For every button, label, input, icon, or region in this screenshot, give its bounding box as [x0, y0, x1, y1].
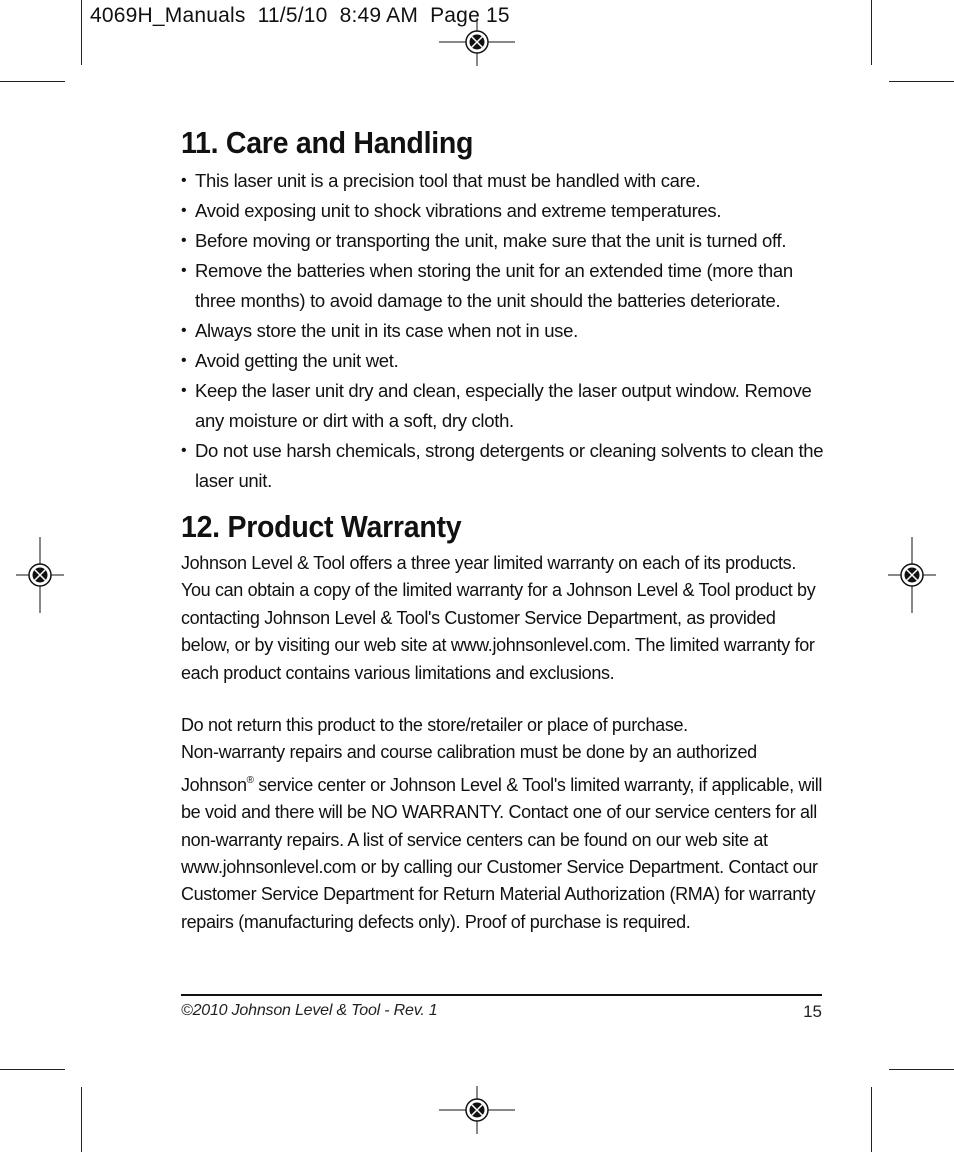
- page-number: 15: [803, 1002, 822, 1021]
- print-slug: 4069H_Manuals 11/5/10 8:49 AM Page 15: [90, 4, 510, 27]
- return-policy-text-a: Non-warranty repairs and course calibration must be done by an authorized Johnson: [181, 742, 757, 795]
- registration-mark-left-icon: [2, 537, 78, 613]
- bullet-icon: •: [181, 322, 187, 339]
- bullet-text: Keep the laser unit dry and clean, especially the laser output window. Remove any moisture or dirt with a soft, dry cloth.: [195, 380, 812, 431]
- list-item: [181, 436, 826, 496]
- warranty-paragraph: Johnson Level & Tool offers a three year limited warranty on each of its products. You can obtain a copy of the limited warranty for a Johnson Level & Tool product by contacting Johnson Level & Tool's Customer Service Department, as provided below, or by visiting our web site at www.johnsonlevel.com. The limited warranty for each product contains various limitations and exclusions.: [181, 553, 816, 683]
- bullet-icon: •: [181, 202, 187, 219]
- crop-mark-top-right-vertical: [871, 0, 872, 65]
- bullet-text: Before moving or transporting the unit, make sure that the unit is turned off.: [195, 230, 787, 251]
- crop-mark-bottom-left-vertical: [81, 1087, 82, 1152]
- crop-mark-bottom-right-vertical: [871, 1087, 872, 1152]
- footer-divider: [181, 994, 822, 996]
- product-warranty-heading: 12. Product Warranty: [181, 509, 462, 544]
- bullet-icon: •: [181, 262, 187, 279]
- registration-mark-right-icon: [874, 537, 950, 613]
- bullet-text: Remove the batteries when storing the unit for an extended time (more than three months) to avoid damage to the unit should the batteries deteriorate.: [195, 260, 793, 311]
- list-item: [181, 346, 826, 376]
- list-item: [181, 226, 826, 256]
- crop-mark-top-left-horizontal: [0, 81, 65, 82]
- bullet-text: Always store the unit in its case when not in use.: [195, 320, 578, 341]
- list-item: [181, 376, 826, 436]
- list-item: [181, 316, 826, 346]
- care-and-handling-heading: 11. Care and Handling: [181, 125, 474, 160]
- crop-mark-bottom-left-horizontal: [0, 1069, 65, 1070]
- bullet-text: This laser unit is a precision tool that must be handled with care.: [195, 170, 701, 191]
- page-content: [181, 120, 826, 936]
- bullet-icon: •: [181, 172, 187, 189]
- registered-trademark: ®: [246, 774, 254, 786]
- return-policy-paragraph: [181, 712, 826, 936]
- product-warranty-section: [181, 504, 826, 936]
- bullet-icon: •: [181, 442, 187, 459]
- bullet-icon: •: [181, 352, 187, 369]
- crop-mark-top-right-horizontal: [889, 81, 954, 82]
- return-policy-first-line: Do not return this product to the store/retailer or place of purchase.: [181, 715, 688, 736]
- bullet-text: Avoid getting the unit wet.: [195, 350, 399, 371]
- return-policy-text-b: service center or Johnson Level & Tool's limited warranty, if applicable, will be void and there will be NO WARRANTY. Contact one of our service centers for all non-warranty repairs. A list of service centers can be found on our web site at www.johnsonlevel.com or by calling our Customer Service Department. Contact our Customer Service Department for Return Material Authorization (RMA) for warranty repairs (manufacturing defects only). Proof of purchase is required.: [181, 774, 823, 932]
- bullet-icon: •: [181, 232, 187, 249]
- crop-mark-bottom-right-horizontal: [889, 1069, 954, 1070]
- bullet-icon: •: [181, 382, 187, 399]
- care-and-handling-section: [181, 120, 826, 496]
- bullet-text: Do not use harsh chemicals, strong detergents or cleaning solvents to clean the laser unit.: [195, 440, 824, 491]
- care-bullet-list: [181, 166, 826, 496]
- bullet-text: Avoid exposing unit to shock vibrations and extreme temperatures.: [195, 200, 722, 221]
- crop-mark-top-left-vertical: [81, 0, 82, 65]
- registration-mark-bottom-icon: [439, 1072, 515, 1148]
- list-item: [181, 256, 826, 316]
- footer-copyright: ©2010 Johnson Level & Tool - Rev. 1: [181, 1002, 438, 1019]
- list-item: [181, 166, 826, 196]
- list-item: [181, 196, 826, 226]
- registration-mark-top-icon: [439, 4, 515, 80]
